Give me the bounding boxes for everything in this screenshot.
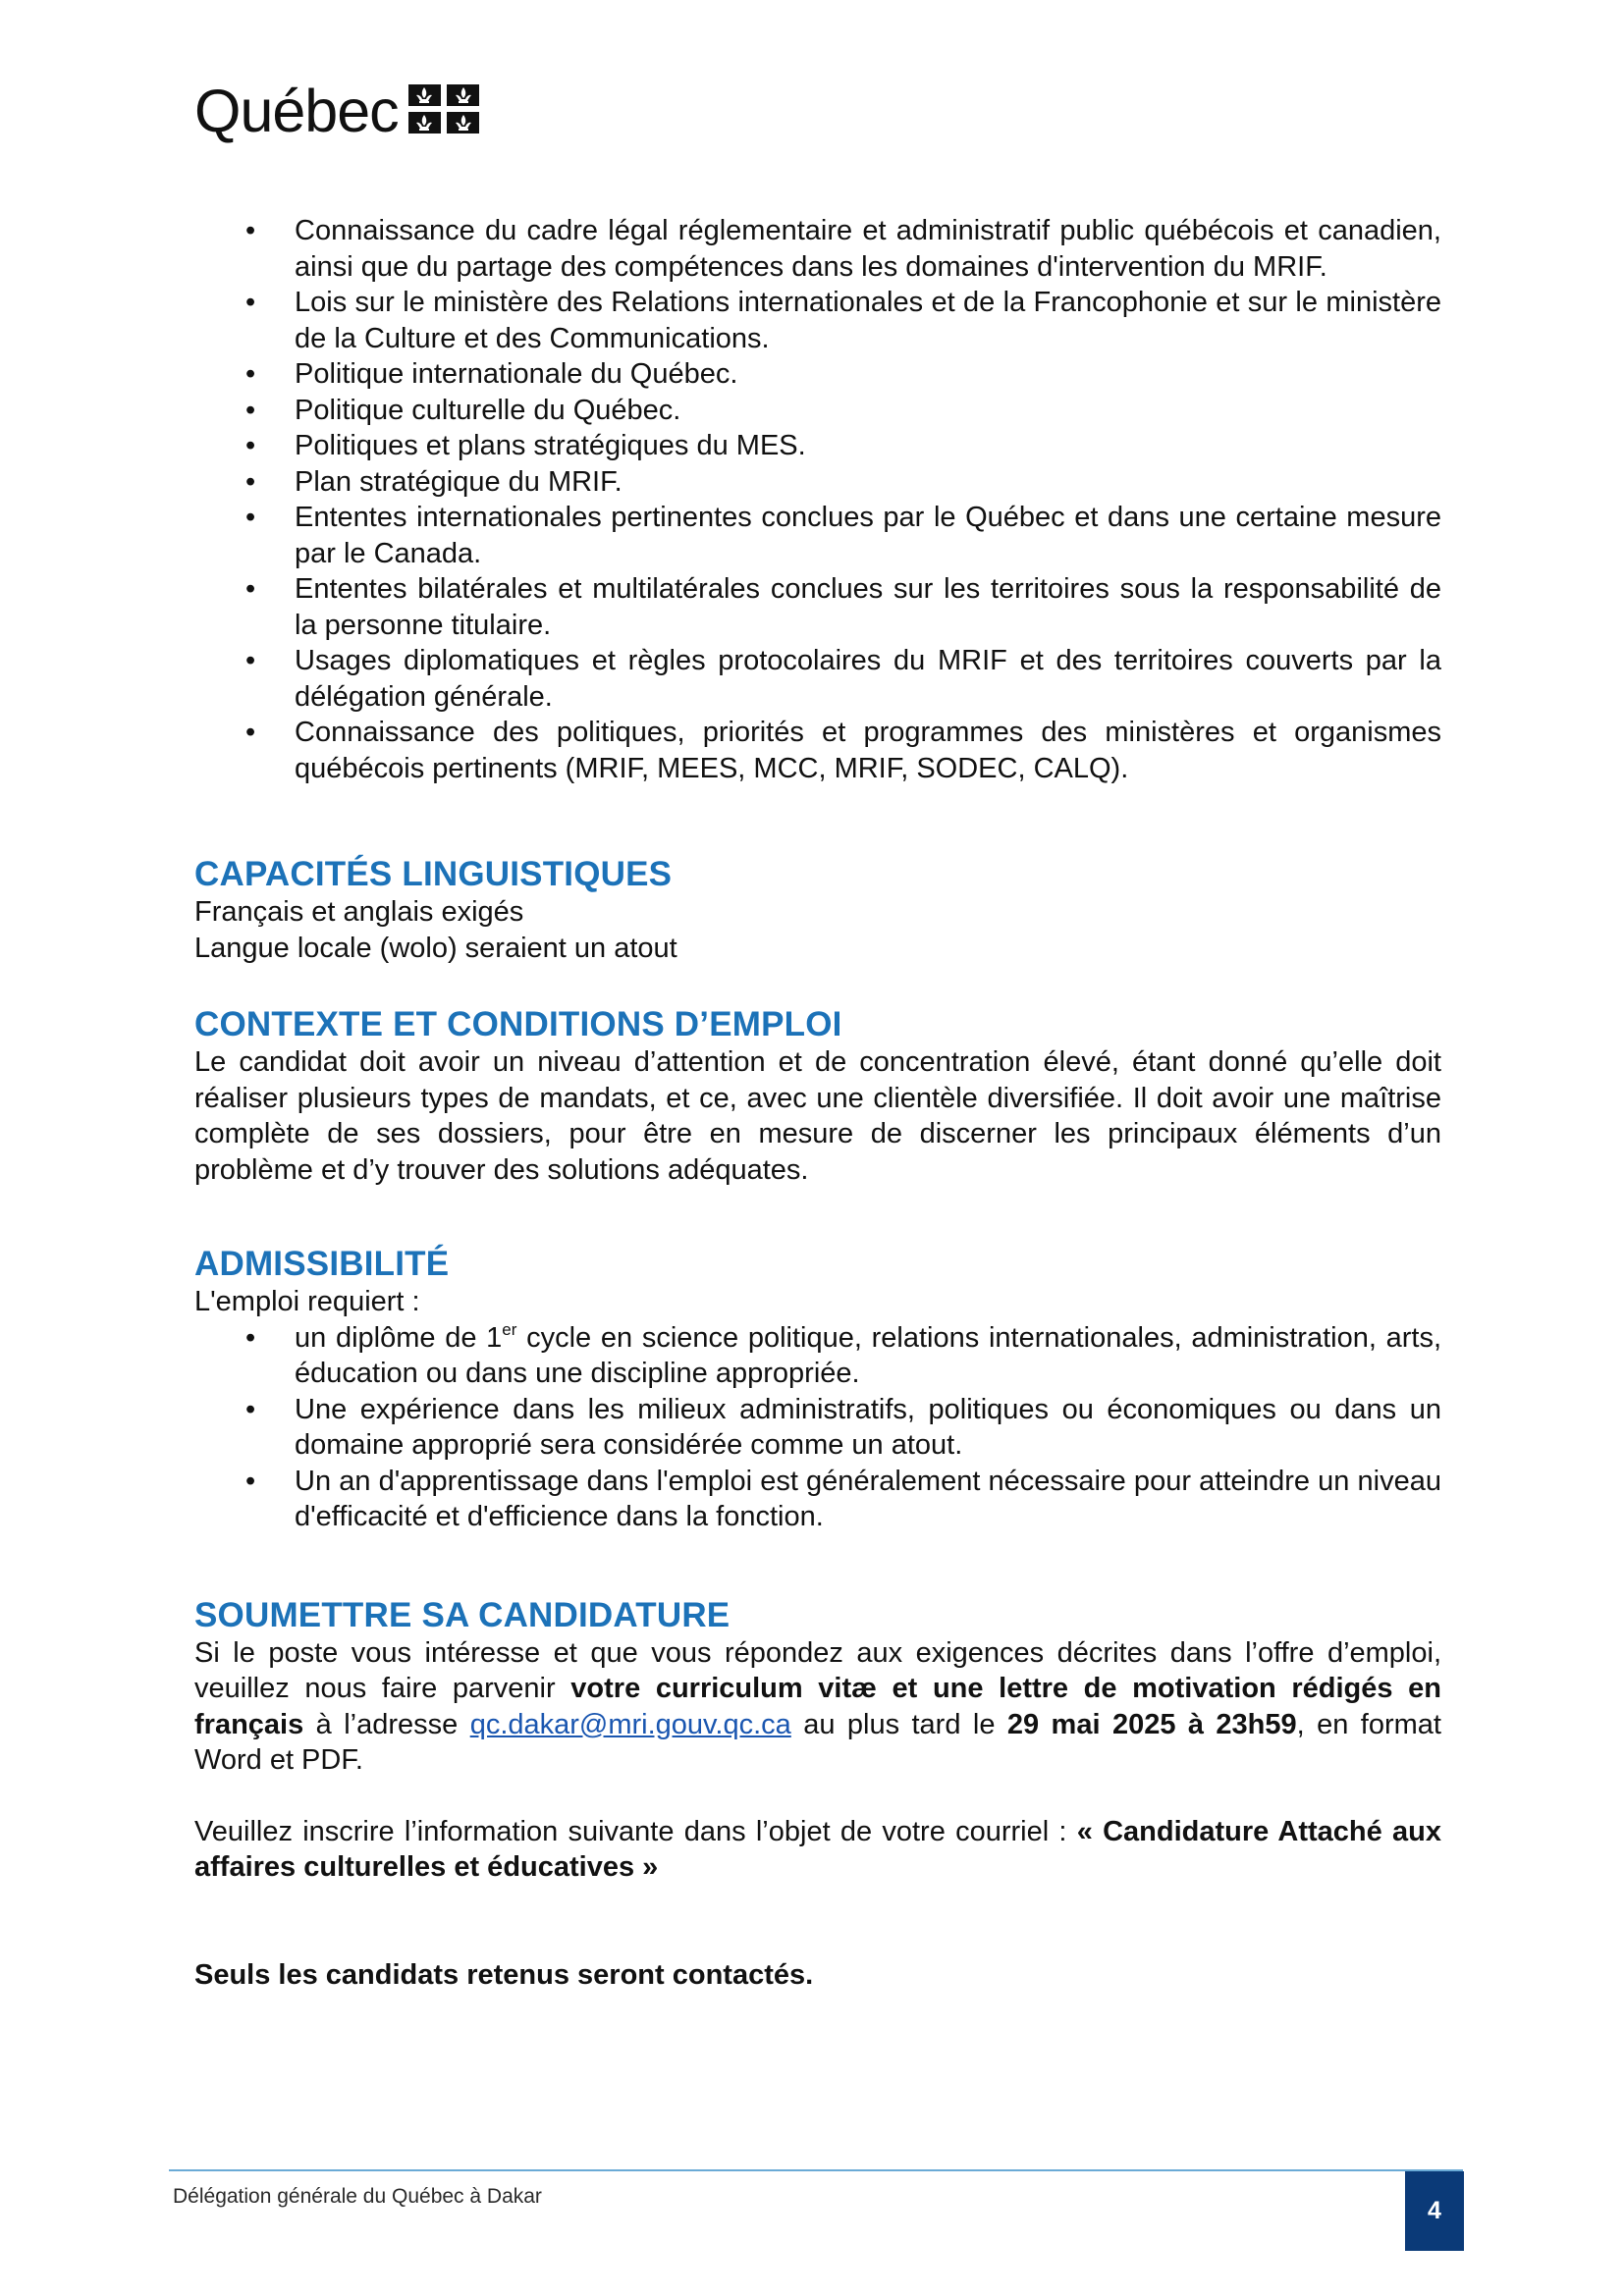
list-item: • Plan stratégique du MRIF. (194, 464, 1441, 501)
list-item: • Ententes bilatérales et multilatérales conclues sur les territoires sous la responsabilité de la personne titulaire. (194, 571, 1441, 643)
list-item: • Politique internationale du Québec. (194, 356, 1441, 393)
list-item: • Connaissance du cadre légal réglementaire et administratif public québécois et canadien, ainsi que du partage des compétences dans les domaines d'intervention du MRIF. (194, 213, 1441, 285)
submit-emphasis: votre curriculum vitæ et une lettre de motivation rédigés en français (194, 1673, 1441, 1740)
diploma-text-cont: cycle en science politique, relations internationales, administration, arts, éducation ou dans une discipline appropriée. (295, 1321, 1442, 1389)
admissibility-intro: L'emploi requiert : (194, 1286, 420, 1317)
subject-paragraph (194, 1814, 1441, 1886)
quebec-flag-icon (408, 84, 479, 133)
submit-section (194, 1596, 1441, 1994)
knowledge-list (194, 213, 1441, 786)
list-item: • Ententes internationales pertinentes conclues par le Québec et dans une certaine mesure par le Canada. (194, 500, 1441, 571)
page-content (194, 213, 1441, 1993)
footer-divider (169, 2169, 1463, 2171)
context-heading: CONTEXTE ET CONDITIONS D’EMPLOI (194, 1005, 842, 1043)
page-number: 4 (1405, 2171, 1464, 2251)
languages-line-2: Langue locale (wolo) seraient un atout (194, 932, 677, 964)
submit-paragraph (194, 1635, 1441, 1779)
quebec-logo (194, 77, 479, 150)
list-item: • Une expérience dans les milieux administratifs, politiques ou économiques ou dans un domaine approprié sera considérée comme un atout. (194, 1392, 1441, 1464)
subject-line: « Candidature Attaché aux affaires culturelles et éducatives » (194, 1815, 1441, 1883)
submit-heading: SOUMETTRE SA CANDIDATURE (194, 1595, 731, 1634)
languages-line-1: Français et anglais exigés (194, 896, 524, 928)
list-item: • Usages diplomatiques et règles protocolaires du MRIF et des territoires couverts par la délégation générale. (194, 643, 1441, 715)
subject-text: Veuillez inscrire l’information suivante dans l’objet de votre courriel : (194, 1815, 1077, 1847)
closing-text: Seuls les candidats retenus seront contactés. (194, 1958, 814, 1991)
submit-text: au plus tard le (790, 1708, 1007, 1740)
submit-text: , en format Word et PDF. (194, 1708, 1441, 1776)
context-section (194, 1005, 1441, 1188)
list-item: • Un an d'apprentissage dans l'emploi est généralement nécessaire pour atteindre un niveau d'efficacité et d'efficience dans la fonction. (194, 1464, 1441, 1535)
admissibility-section (194, 1245, 1441, 1535)
submit-text: Si le poste vous intéresse et que vous répondez aux exigences décrites dans l’offre d’emploi, veuillez nous faire parvenir (194, 1636, 1441, 1704)
context-text: Le candidat doit avoir un niveau d’attention et de concentration élevé, étant donné qu’elle doit réaliser plusieurs types de mandats, et ce, avec une clientèle diversifiée. Il doit avoir une maîtrise complète de ses dossiers, pour être en mesure de discerner les principaux éléments d’un problème et d’y trouver des solutions adéquates. (194, 1046, 1441, 1186)
closing-note (194, 1957, 1441, 1994)
list-item: • Lois sur le ministère des Relations internationales et de la Francophonie et sur le ministère de la Culture et des Communications. (194, 285, 1441, 356)
ordinal-superscript: er (502, 1319, 517, 1339)
admissibility-list (194, 1320, 1441, 1535)
list-item: • Connaissance des politiques, priorités et programmes des ministères et organismes québécois pertinents (MRIF, MEES, MCC, MRIF, SODEC, CALQ). (194, 715, 1441, 786)
email-link[interactable]: qc.dakar@mri.gouv.qc.ca (469, 1708, 791, 1740)
diploma-text: un diplôme de 1 (295, 1321, 503, 1354)
list-item: • Politiques et plans stratégiques du MES. (194, 428, 1441, 464)
list-item: • Politique culturelle du Québec. (194, 393, 1441, 429)
list-item (194, 1320, 1441, 1392)
logo-wordmark: Québec (194, 78, 399, 144)
admissibility-heading: ADMISSIBILITÉ (194, 1245, 450, 1283)
languages-heading: CAPACITÉS LINGUISTIQUES (194, 855, 673, 893)
deadline: 29 mai 2025 à 23h59 (1006, 1708, 1297, 1740)
submit-text: à l’adresse (303, 1708, 470, 1740)
languages-section (194, 855, 1441, 966)
footer-text: Délégation générale du Québec à Dakar (173, 2185, 542, 2208)
